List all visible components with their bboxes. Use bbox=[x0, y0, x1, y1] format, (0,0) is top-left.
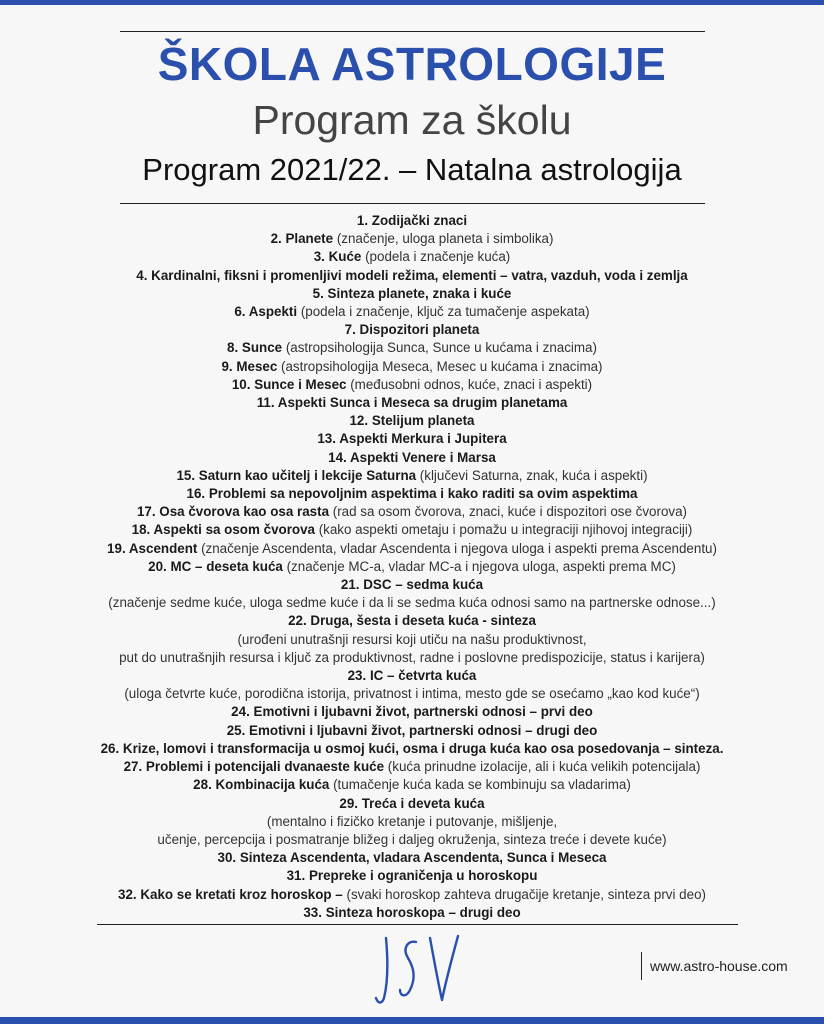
program-item bbox=[0, 576, 824, 594]
program-item-title: 2. Planete bbox=[270, 231, 337, 247]
program-item bbox=[0, 558, 824, 576]
program-item-continuation: (značenje sedme kuće, uloga sedme kuće i da li se sedma kuća odnosi samo na partnerske odnose...) bbox=[108, 595, 716, 611]
program-heading: Program 2021/22. – Natalna astrologija bbox=[142, 152, 682, 187]
program-item bbox=[0, 467, 824, 485]
footer-separator bbox=[641, 952, 642, 980]
program-item bbox=[0, 321, 824, 339]
program-item-title: 32. Kako se kretati kroz horoskop – bbox=[118, 886, 347, 902]
program-item bbox=[0, 667, 824, 685]
program-item-title: 21. DSC – sedma kuća bbox=[340, 577, 484, 593]
program-item bbox=[0, 212, 824, 230]
program-item bbox=[0, 886, 824, 904]
program-list bbox=[0, 212, 824, 922]
program-item bbox=[0, 285, 824, 303]
program-item-title: 28. Kombinacija kuća bbox=[193, 777, 334, 793]
program-item bbox=[0, 412, 824, 430]
program-item-description: (značenje MC-a, vladar MC-a i njegova uloga, aspekti prema MC) bbox=[286, 558, 676, 574]
program-item bbox=[0, 267, 824, 285]
program-item-title: 20. MC – deseta kuća bbox=[148, 558, 287, 574]
program-item-title: 8. Sunce bbox=[227, 340, 286, 356]
program-item bbox=[0, 795, 824, 813]
program-item bbox=[0, 248, 824, 266]
jsv-signature-logo bbox=[372, 930, 462, 1010]
program-item-title: 22. Druga, šesta i deseta kuća - sinteza bbox=[288, 613, 536, 629]
program-item bbox=[0, 867, 824, 885]
program-item-description: (rad sa osom čvorova, znaci, kuće i dispozitori ose čvorova) bbox=[332, 504, 688, 520]
program-item-continuation: (uloga četvrte kuće, porodična istorija, privatnost i intima, mesto gde se osećamo „kao kod kuće“) bbox=[124, 686, 700, 702]
program-item bbox=[0, 776, 824, 794]
program-item-title: 31. Prepreke i ograničenja u horoskopu bbox=[286, 868, 538, 884]
program-item bbox=[0, 540, 824, 558]
program-item bbox=[0, 740, 824, 758]
program-item bbox=[0, 703, 824, 721]
page-title: ŠKOLA ASTROLOGIJE bbox=[157, 38, 667, 90]
program-item-title: 5. Sinteza planete, znaka i kuće bbox=[312, 285, 512, 301]
program-item bbox=[0, 521, 824, 539]
program-item-title: 33. Sinteza horoskopa – drugi deo bbox=[303, 904, 521, 920]
program-item bbox=[0, 849, 824, 867]
program-item bbox=[0, 722, 824, 740]
program-item-description: (podela i značenje kuća) bbox=[365, 249, 511, 265]
program-item-title: 30. Sinteza Ascendenta, vladara Ascendenta, Sunca i Meseca bbox=[217, 850, 607, 866]
program-item-description: (podela i značenje, ključ za tumačenje aspekata) bbox=[300, 304, 590, 320]
program-item-continuation: put do unutrašnjih resursa i ključ za produktivnost, radne i poslovne predispozicije, status i karijera) bbox=[119, 649, 705, 665]
program-item-title: 15. Saturn kao učitelj i lekcije Saturna bbox=[176, 467, 420, 483]
top-accent-bar bbox=[0, 0, 824, 5]
program-item-description: (međusobni odnos, kuće, znaci i aspekti) bbox=[350, 376, 593, 392]
program-item bbox=[0, 485, 824, 503]
program-item-title: 17. Osa čvorova kao osa rasta bbox=[136, 504, 333, 520]
program-item bbox=[0, 376, 824, 394]
top-divider bbox=[120, 31, 705, 32]
program-item-title: 19. Ascendent bbox=[107, 540, 202, 556]
program-item bbox=[0, 904, 824, 922]
program-item bbox=[0, 230, 824, 248]
program-item bbox=[0, 449, 824, 467]
program-item-title: 10. Sunce i Mesec bbox=[231, 376, 351, 392]
program-item-description: (ključevi Saturna, znak, kuća i aspekti) bbox=[419, 467, 648, 483]
program-item-description: (astropsihologija Sunca, Sunce u kućama i znacima) bbox=[285, 340, 597, 356]
program-item-description: (kuća prinudne izolacije, ali i kuća velikih potencijala) bbox=[387, 759, 701, 775]
program-item-continuation: učenje, percepcija i posmatranje bližeg i daljeg okruženja, sinteza treće i devete kuće) bbox=[157, 831, 667, 847]
program-item-title: 6. Aspekti bbox=[234, 304, 301, 320]
website-link[interactable]: www.astro-house.com bbox=[650, 958, 788, 974]
program-item bbox=[0, 612, 824, 630]
program-item-title: 16. Problemi sa nepovoljnim aspektima i kako raditi sa ovim aspektima bbox=[186, 486, 638, 502]
bottom-accent-bar bbox=[0, 1017, 824, 1024]
program-item-title: 25. Emotivni i ljubavni život, partnerski odnosi – drugi deo bbox=[226, 722, 598, 738]
program-item-description: (tumačenje kuća kada se kombinuju sa vladarima) bbox=[333, 777, 631, 793]
page-subtitle: Program za školu bbox=[252, 97, 572, 143]
program-item bbox=[0, 358, 824, 376]
program-item-description: (kako aspekti ometaju i pomažu u integraciji njihovoj integraciji) bbox=[318, 522, 693, 538]
program-item-title: 4. Kardinalni, fiksni i promenljivi modeli režima, elementi – vatra, vazduh, voda i zemlja bbox=[136, 267, 688, 283]
program-item bbox=[0, 503, 824, 521]
program-item-title: 26. Krize, lomovi i transformacija u osmoj kući, osma i druga kuća kao osa posedovanja – sinteza. bbox=[100, 740, 724, 756]
program-item-title: 29. Treća i deveta kuća bbox=[339, 795, 485, 811]
program-item-title: 3. Kuće bbox=[313, 249, 366, 265]
program-item-title: 14. Aspekti Venere i Marsa bbox=[328, 449, 496, 465]
program-item-description: (astropsihologija Meseca, Mesec u kućama i znacima) bbox=[281, 358, 603, 374]
program-item-title: 11. Aspekti Sunca i Meseca sa drugim planetama bbox=[256, 395, 568, 411]
program-item-title: 27. Problemi i potencijali dvanaeste kuće bbox=[123, 759, 388, 775]
program-item-title: 1. Zodijački znaci bbox=[356, 213, 468, 228]
program-item-title: 24. Emotivni i ljubavni život, partnerski odnosi – prvi deo bbox=[231, 704, 593, 720]
program-item-description: (značenje Ascendenta, vladar Ascendenta i njegova uloga i aspekti prema Ascendentu) bbox=[201, 540, 717, 556]
header-divider bbox=[120, 203, 705, 204]
program-item-title: 9. Mesec bbox=[221, 358, 282, 374]
program-item bbox=[0, 430, 824, 448]
program-item bbox=[0, 758, 824, 776]
program-item-title: 7. Dispozitori planeta bbox=[344, 322, 480, 338]
footer-divider bbox=[97, 924, 738, 925]
program-item bbox=[0, 339, 824, 357]
program-item-title: 12. Stelijum planeta bbox=[349, 413, 475, 429]
program-item-description: (svaki horoskop zahteva drugačije kretanje, sinteza prvi deo) bbox=[346, 886, 706, 902]
program-item-title: 13. Aspekti Merkura i Jupitera bbox=[317, 431, 507, 447]
program-item-description: (značenje, uloga planeta i simbolika) bbox=[336, 231, 554, 247]
program-item-title: 23. IC – četvrta kuća bbox=[347, 668, 477, 684]
program-item-continuation: (mentalno i fizičko kretanje i putovanje, mišljenje, bbox=[266, 813, 558, 829]
program-item-continuation: (urođeni unutrašnji resursi koji utiču na našu produktivnost, bbox=[237, 631, 587, 647]
program-item-title: 18. Aspekti sa osom čvorova bbox=[131, 522, 319, 538]
program-item bbox=[0, 394, 824, 412]
program-item bbox=[0, 303, 824, 321]
